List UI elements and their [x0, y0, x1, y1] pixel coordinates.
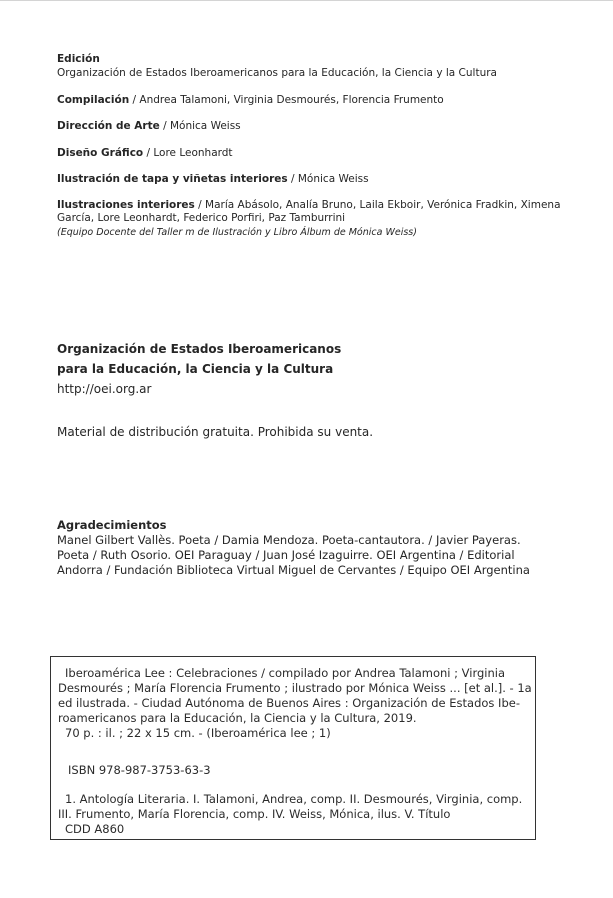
arte-value: / Mónica Weiss: [163, 120, 241, 132]
cip-line-4: roamericanos para la Educación, la Ciencia y la Cultura, 2019.: [58, 711, 417, 725]
cip-line-1: Iberoamérica Lee : Celebraciones / compilado por Andrea Talamoni ; Virginia: [65, 666, 506, 680]
cip-line-5: 70 p. : il. ; 22 x 15 cm. - (Iberoamérica lee ; 1): [65, 726, 331, 740]
cip-cdd: CDD A860: [65, 822, 125, 836]
arte-line: [57, 120, 241, 133]
diseno-value: / Lore Leonhardt: [146, 147, 233, 159]
cip-subjects-2: III. Frumento, María Florencia, comp. IV. Weiss, Mónica, ilus. V. Título: [58, 807, 451, 821]
org-url: http://oei.org.ar: [57, 382, 152, 396]
ilustraciones-value-1: / María Abásolo, Analía Bruno, Laila Ekboir, Verónica Fradkin, Ximena: [198, 199, 561, 211]
ilustraciones-note: (Equipo Docente del Taller m de Ilustración y Libro Álbum de Mónica Weiss): [57, 227, 417, 238]
edicion-label: Edición: [57, 53, 100, 65]
compilacion-value: / Andrea Talamoni, Virginia Desmourés, Florencia Frumento: [132, 94, 444, 106]
distribution-note: Material de distribución gratuita. Prohibida su venta.: [57, 425, 374, 439]
top-border: [0, 0, 613, 1]
tapa-value: / Mónica Weiss: [291, 173, 369, 185]
catalog-record-box: [50, 656, 536, 840]
cip-line-2: Desmourés ; María Florencia Frumento ; ilustrado por Mónica Weiss ... [et al.]. - 1a: [58, 681, 532, 695]
org-name-1: Organización de Estados Iberoamericanos: [57, 342, 342, 356]
cip-isbn: ISBN 978-987-3753-63-3: [68, 763, 211, 777]
ack-line-2: Poeta / Ruth Osorio. OEI Paraguay / Juan José Izaguirre. OEI Argentina / Editorial: [57, 548, 515, 562]
ilustraciones-line: [57, 199, 561, 212]
compilacion-label: Compilación: [57, 94, 130, 106]
cip-subjects-1: 1. Antología Literaria. I. Talamoni, Andrea, comp. II. Desmourés, Virginia, comp.: [65, 792, 523, 806]
ilustraciones-value-2: García, Lore Leonhardt, Federico Porfiri, Paz Tamburrini: [57, 212, 346, 224]
arte-label: Dirección de Arte: [57, 120, 160, 132]
ilustraciones-label: Ilustraciones interiores: [57, 199, 195, 211]
cip-line-3: ed ilustrada. - Ciudad Autónoma de Buenos Aires : Organización de Estados Ibe-: [58, 696, 520, 710]
tapa-line: [57, 173, 369, 186]
tapa-label: Ilustración de tapa y viñetas interiores: [57, 173, 288, 185]
ack-title: Agradecimientos: [57, 518, 167, 532]
diseno-line: [57, 147, 233, 160]
ack-line-3: Andorra / Fundación Biblioteca Virtual Miguel de Cervantes / Equipo OEI Argentina: [57, 563, 530, 577]
edicion-value: Organización de Estados Iberoamericanos para la Educación, la Ciencia y la Cultura: [57, 67, 497, 79]
compilacion-line: [57, 94, 444, 107]
diseno-label: Diseño Gráfico: [57, 147, 144, 159]
ack-line-1: Manel Gilbert Vallès. Poeta / Damia Mendoza. Poeta-cantautora. / Javier Payeras.: [57, 533, 521, 547]
org-name-2: para la Educación, la Ciencia y la Cultura: [57, 362, 334, 376]
